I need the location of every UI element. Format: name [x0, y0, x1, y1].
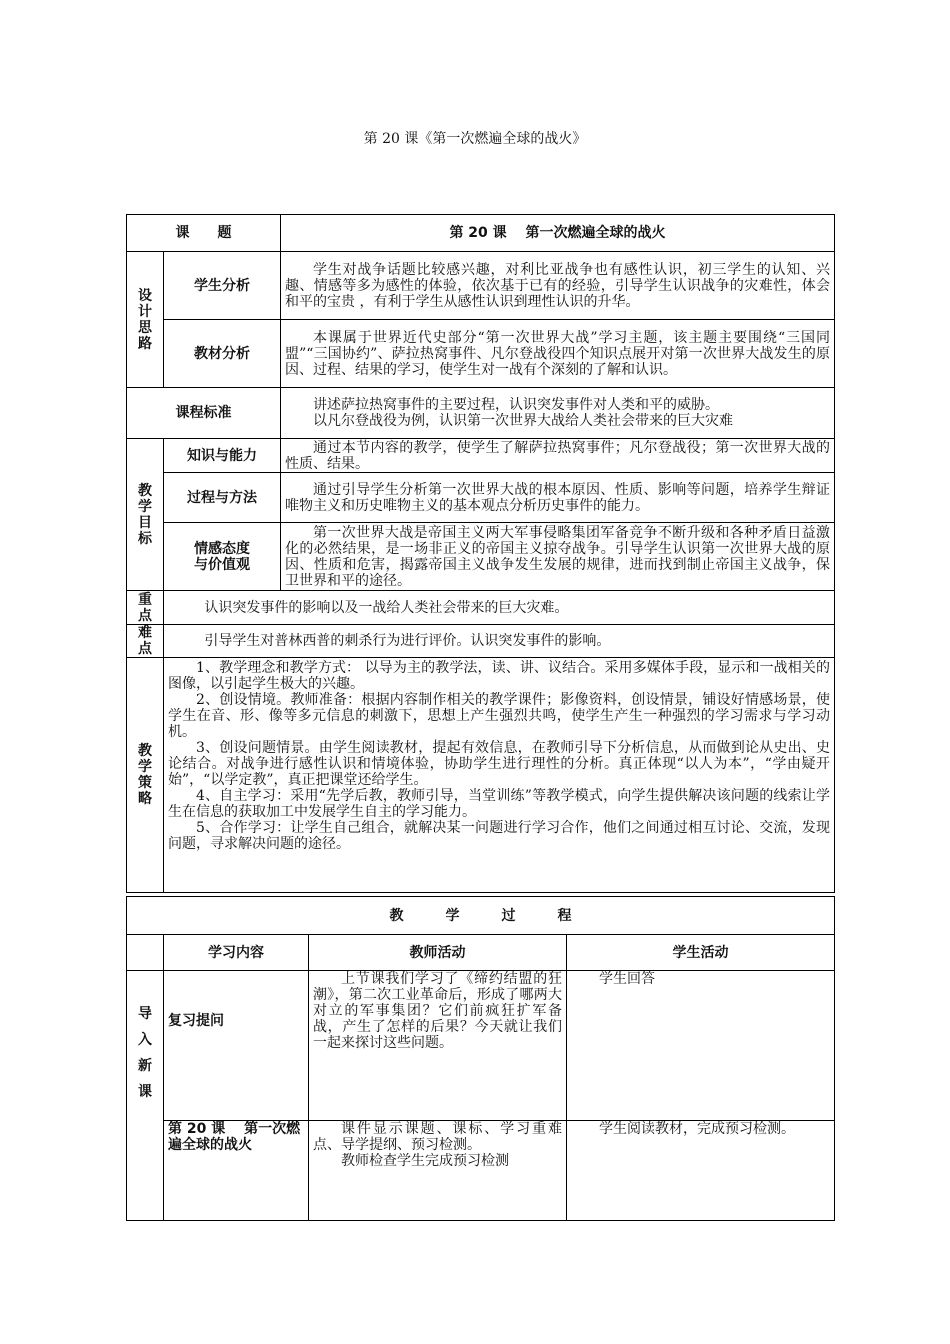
student-analysis-label: 学生分析 [164, 252, 281, 320]
row-content: 第 20 课 第一次燃遍全球的战火 [164, 1121, 309, 1221]
strategy-item: 4、自主学习：采用“先学后教，教师引导，当堂训练”等教学模式，向学生提供解决该问题的线索让学生在信息的获取加工中发展学生自主的学习能力。 [168, 788, 830, 820]
lesson-plan-table [126, 214, 835, 893]
process-header-row [127, 935, 835, 971]
emotion-row [127, 523, 835, 591]
topic-row [127, 215, 835, 252]
strategy-item: 1、教学理念和教学方式： 以导为主的教学法，读、讲、议结合。采用多媒体手段，显示和一战相关的图像，以引起学生极大的兴趣。 [168, 660, 830, 692]
col-teacher-header: 教师活动 [309, 935, 567, 971]
row-content: 复习提问 [164, 971, 309, 1121]
knowledge-row [127, 439, 835, 473]
process-row [127, 971, 835, 1121]
key-point-text: 认识突发事件的影响以及一战给人类社会带来的巨大灾难。 [164, 591, 835, 625]
strategy-item: 3、创设问题情景。由学生阅读教材，提起有效信息，在教师引导下分析信息，从而做到论从史出、史论结合。对战争进行感性认识和情境体验，协助学生进行理性的分析。真正体现“以人为本”，“学由疑开始”，“以学定教”，真正把课堂还给学生。 [168, 740, 830, 788]
difficulty-text: 引导学生对普林西普的刺杀行为进行评价。认识突发事件的影响。 [164, 625, 835, 658]
key-point-label: 重 点 [127, 591, 164, 625]
process-method-label: 过程与方法 [164, 473, 281, 523]
col-content-header: 学习内容 [164, 935, 309, 971]
strategy-label: 教 学 策 略 [127, 658, 164, 893]
process-row [127, 1121, 835, 1221]
document-title: 第 20 课《第一次燃遍全球的战火》 [363, 131, 587, 147]
process-table [126, 896, 835, 1221]
strategy-row [127, 658, 835, 893]
intro-label: 导 入 新 课 [127, 971, 164, 1221]
standard-text: 讲述萨拉热窝事件的主要过程，认识突发事件对人类和平的威胁。 以凡尔登战役为例，认识第一次世界大战给人类社会带来的巨大灾难 [281, 388, 835, 439]
material-analysis-label: 教材分析 [164, 320, 281, 388]
standard-row [127, 388, 835, 439]
header-empty-cell [127, 935, 164, 971]
strategy-item: 5、合作学习：让学生自己组合，就解决某一问题进行学习合作，他们之间通过相互讨论、交流，发现问题，寻求解决问题的途径。 [168, 820, 830, 852]
design-label: 设 计 思 路 [127, 252, 164, 388]
knowledge-text: 通过本节内容的教学，使学生了解萨拉热窝事件；凡尔登战役；第一次世界大战的性质、结果。 [281, 439, 835, 473]
standard-label: 课程标准 [127, 388, 281, 439]
key-point-row [127, 591, 835, 625]
col-student-header: 学生活动 [567, 935, 835, 971]
row-teacher: 上节课我们学习了《缔约结盟的狂潮》，第二次工业革命后，形成了哪两大对立的军事集团？它们前疯狂扩军备战，产生了怎样的后果？今天就让我们一起来探讨这些问题。 [309, 971, 567, 1121]
emotion-text: 第一次世界大战是帝国主义两大军事侵略集团军备竞争不断升级和各种矛盾日益激化的必然结果，是一场非正义的帝国主义掠夺战争。引导学生认识第一次世界大战的原因、性质和危害，揭露帝国主义战争发生发展的规律，进而找到制止帝国主义战争，保卫世界和平的途径。 [281, 523, 835, 591]
material-analysis-row [127, 320, 835, 388]
goals-label: 教 学 目 标 [127, 439, 164, 591]
process-title-row [127, 897, 835, 935]
material-analysis-text: 本课属于世界近代史部分“第一次世界大战”学习主题，该主题主要围绕“三国同盟”“三国协约”、萨拉热窝事件、凡尔登战役四个知识点展开对第一次世界大战发生的原因、过程、结果的学习，使学生对一战有个深刻的了解和认识。 [281, 320, 835, 388]
row-student: 学生回答 [567, 971, 835, 1121]
row-student: 学生阅读教材，完成预习检测。 [567, 1121, 835, 1221]
topic-label: 课 题 [127, 215, 281, 252]
strategy-text [164, 658, 835, 893]
topic-value: 第 20 课 第一次燃遍全球的战火 [281, 215, 835, 252]
process-title: 教 学 过 程 [127, 897, 835, 935]
process-method-text: 通过引导学生分析第一次世界大战的根本原因、性质、影响等问题，培养学生辩证唯物主义和历史唯物主义的基本观点分析历史事件的能力。 [281, 473, 835, 523]
strategy-item: 2、创设情境。教师准备：根据内容制作相关的教学课件；影像资料，创设情景，铺设好情感场景，使学生在音、形、像等多元信息的刺激下，思想上产生强烈共鸣，使学生产生一种强烈的学习需求与学习动机。 [168, 692, 830, 740]
knowledge-label: 知识与能力 [164, 439, 281, 473]
process-method-row [127, 473, 835, 523]
row-teacher: 课件显示课题、课标、学习重难点、导学提纲、预习检测。 教师检查学生完成预习检测 [309, 1121, 567, 1221]
difficulty-row [127, 625, 835, 658]
emotion-label: 情感态度 与价值观 [164, 523, 281, 591]
student-analysis-row [127, 252, 835, 320]
difficulty-label: 难 点 [127, 625, 164, 658]
student-analysis-text: 学生对战争话题比较感兴趣，对利比亚战争也有感性认识，初三学生的认知、兴趣、情感等多为感性的体验，依次基于已有的经验，引导学生认识战争的灾难性，体会和平的宝贵 ，有利于学生从感性认识到理性认识的升华。 [281, 252, 835, 320]
